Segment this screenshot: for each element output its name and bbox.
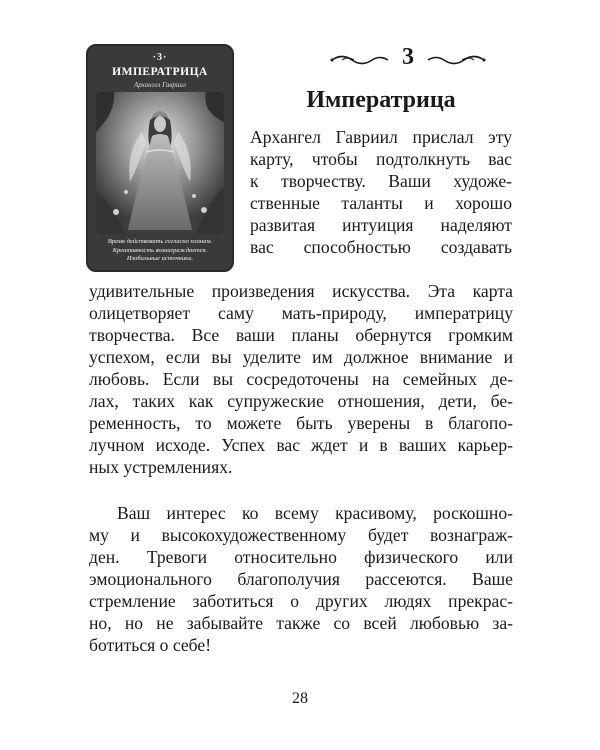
card-title: ИМПЕРАТРИЦА: [112, 66, 208, 78]
card-caption-line: Время действовать согласно планам.: [107, 238, 213, 245]
text-line: ботиться о себе!: [89, 635, 212, 655]
text-line: олицетворяет саму мать-природу, императрицу: [89, 303, 513, 323]
text-line: лах, таких как супружеские отношения, дети, бе-: [89, 391, 513, 411]
card-caption: [94, 238, 226, 264]
text-line: вас способностью создавать: [250, 237, 512, 257]
text-line: ден. Тревоги относительно физического или: [89, 547, 513, 567]
chapter-number: 3: [398, 43, 418, 71]
card-number: ·3·: [152, 52, 168, 63]
text-line: развитая интуиция наделяют: [250, 215, 512, 235]
card-author: Архангел Гавриил: [134, 81, 186, 89]
paragraph-intro: [250, 126, 512, 258]
empress-figure-illustration: [96, 92, 224, 234]
text-line: стремление заботиться о других людях прекрас-: [89, 591, 513, 611]
text-line: удивительные произведения искусства. Эта карта: [89, 281, 513, 301]
card-caption-line: Изобильные источники.: [126, 255, 194, 262]
paragraph-closing: [89, 502, 513, 656]
text-line: ственные таланты и хорошо: [250, 193, 512, 213]
card-illustration: [96, 92, 224, 234]
card-caption-line: Креативность вознаграждается.: [112, 246, 208, 254]
paragraph-main: [89, 280, 513, 478]
page-number: 28: [292, 690, 308, 707]
chapter-title: Императрица: [306, 87, 456, 113]
text-line: ременность, то можете быть уверены в благопо-: [89, 413, 513, 433]
text-line: Архангел Гавриил прислал эту: [250, 127, 512, 147]
text-line: ных устремлениях.: [89, 457, 233, 477]
text-line: му и высокохудожественному будет вознаграж-: [89, 525, 513, 545]
text-line: к творчеству. Ваши художе-: [250, 171, 512, 191]
text-line: творчества. Все ваши планы обернутся громким: [89, 325, 513, 345]
text-line: любовь. Если вы сосредоточены на семейных де-: [89, 369, 513, 389]
text-line: эмоционального благополучия рассеются. Ваше: [89, 569, 513, 589]
tarot-card-image: [86, 44, 234, 272]
chapter-ornament: [328, 45, 488, 73]
text-line: Ваш интерес ко всему красивому, роскошно-: [117, 503, 513, 523]
text-line: карту, чтобы подтолкнуть вас: [250, 149, 512, 169]
text-line: лучном исходе. Успех вас ждет и в ваших карьер-: [89, 435, 513, 455]
text-line: успехом, если вы уделите им должное внимание и: [89, 347, 513, 367]
text-line: но, но не забывайте также со всей любовью за-: [89, 613, 513, 633]
